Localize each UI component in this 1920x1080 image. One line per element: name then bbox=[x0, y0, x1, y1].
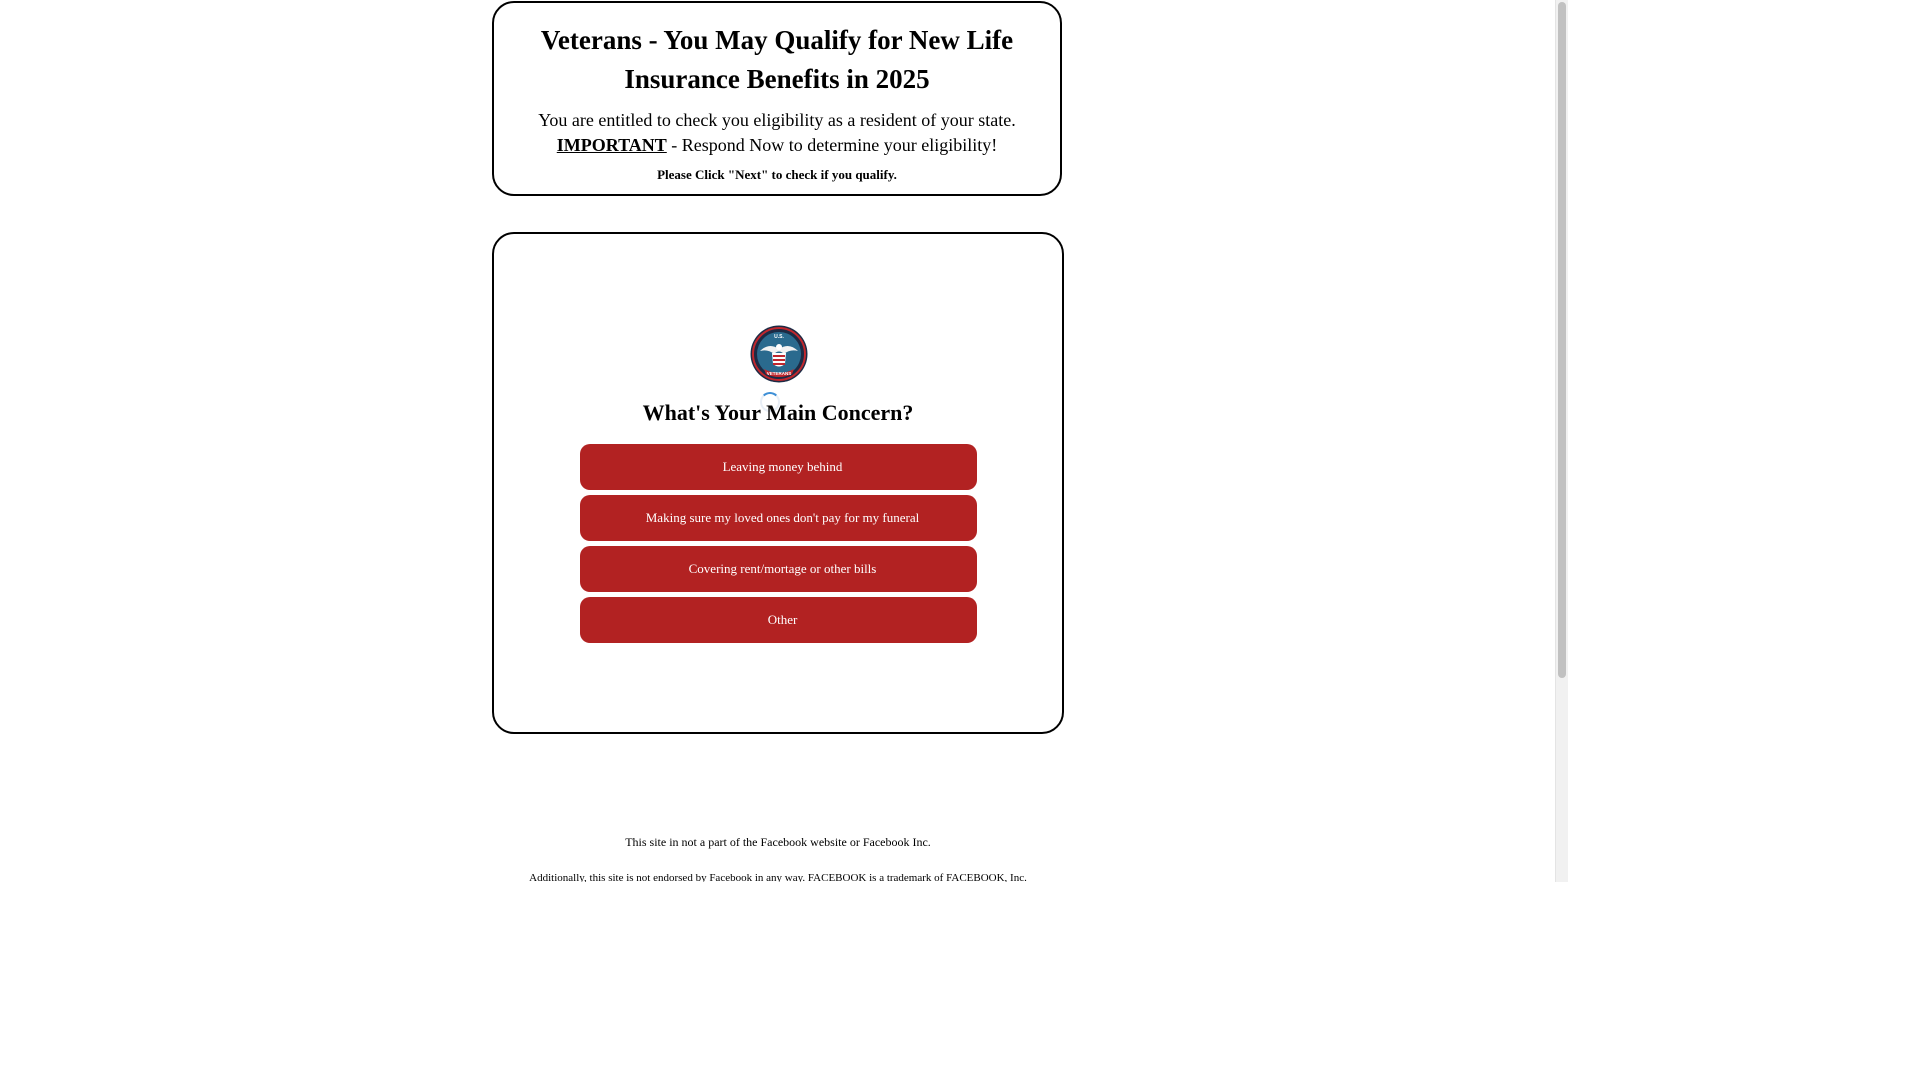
vertical-scrollbar[interactable] bbox=[1555, 0, 1568, 882]
scrollbar-thumb[interactable] bbox=[1558, 2, 1566, 678]
eligibility-line: You are entitled to check you eligibility as a resident of your state. bbox=[538, 110, 1016, 130]
click-next-note: Please Click "Next" to check if you qualify. bbox=[657, 167, 897, 182]
page-title: Veterans - You May Qualify for New Life Insurance Benefits in 2025 bbox=[540, 25, 1014, 94]
important-label: IMPORTANT bbox=[556, 135, 667, 155]
quiz-question: What's Your Main Concern? bbox=[642, 400, 914, 425]
veterans-logo-icon bbox=[750, 325, 808, 383]
intro-card bbox=[492, 1, 1062, 196]
important-rest: - Respond Now to determine your eligibility! bbox=[666, 135, 998, 155]
important-line bbox=[494, 133, 1060, 158]
option-funeral-costs-button[interactable]: Making sure my loved ones don't pay for my funeral bbox=[580, 495, 977, 541]
facebook-disclaimer: This site in not a part of the Facebook website or Facebook Inc. bbox=[625, 835, 931, 849]
veterans-badge-svg bbox=[750, 325, 808, 383]
option-bills-button[interactable]: Covering rent/mortage or other bills bbox=[580, 546, 977, 592]
logo-text-bottom: VETERANS bbox=[766, 371, 792, 376]
answer-options bbox=[580, 444, 977, 648]
option-leaving-money-button[interactable]: Leaving money behind bbox=[580, 444, 977, 490]
quiz-card bbox=[492, 232, 1064, 734]
logo-text-top: U.S. bbox=[774, 334, 784, 340]
facebook-trademark-note: Additionally, this site is not endorsed by Facebook in any way. FACEBOOK is a trademark of FACEBOOK, Inc. bbox=[529, 872, 1027, 882]
eligibility-text bbox=[494, 108, 1060, 158]
option-other-button[interactable]: Other bbox=[580, 597, 977, 643]
